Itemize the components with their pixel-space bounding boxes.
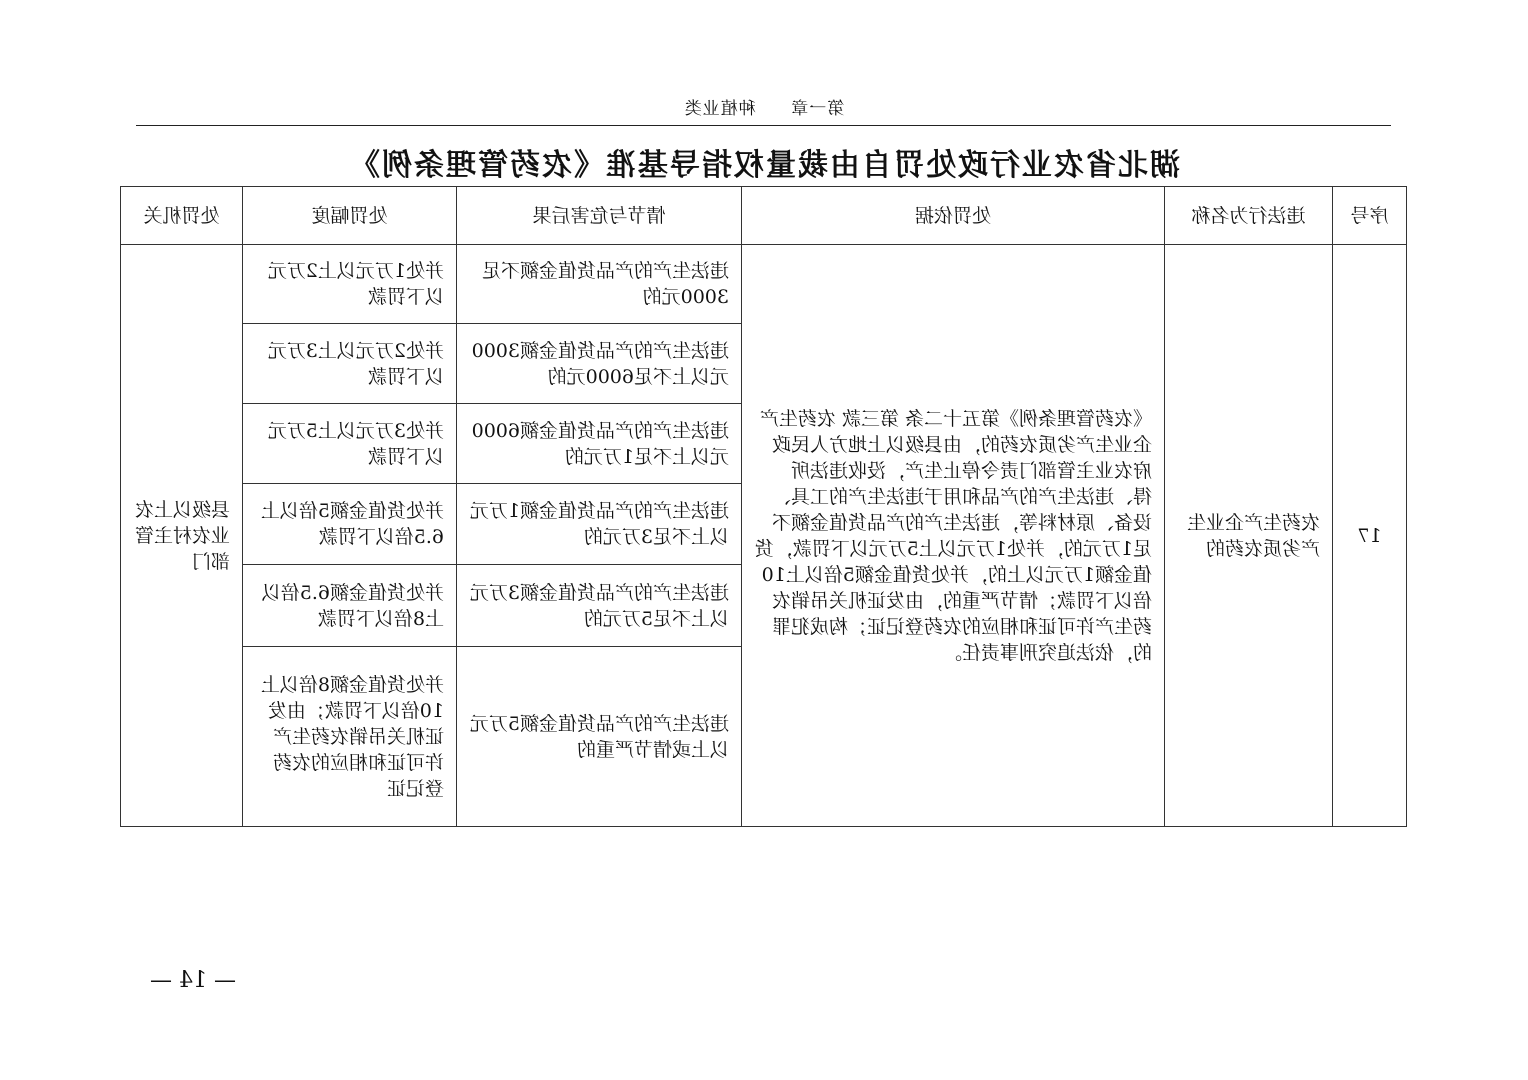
cell-circumstance: 违法生产的产品货值金额1万元以上不足3万元的: [457, 484, 742, 565]
penalty-table: [120, 186, 1407, 827]
header-no: 序号: [1333, 187, 1407, 245]
header-basis: 处罚依据: [742, 187, 1165, 245]
cell-authority: 县级以上农业农村主管部门: [121, 245, 243, 827]
cell-circumstance: 违法生产的产品货值金额不足3000元的: [457, 245, 742, 324]
header-circumstances: 情节与危害后果: [457, 187, 742, 245]
section-label: 种植业类: [683, 99, 756, 119]
header-violation: 违法行为名称: [1165, 187, 1333, 245]
cell-circumstance: 违法生产的产品货值金额3000元以上不足6000元的: [457, 324, 742, 404]
header-penalty: 处罚幅度: [243, 187, 457, 245]
cell-violation: 农药生产企业生产劣质农药的: [1165, 245, 1333, 827]
table-row: [121, 245, 1407, 324]
page-title: 湖北省农业行政处罚自由裁量权指导基准《农药管理条例》: [348, 148, 1180, 183]
cell-basis: 《农药管理条例》第五十二条 第三款 农药生产企业生产劣质农药的，由县级以上地方人民政府农业主管部门责令停止生产，没收违法所得、违法生产的产品和用于违法生产的工具、设备、原材料等，违法生产的产品货值金额不足1万元的，并处1万元以上5万元以下罚款，货值金额1万元以上的，并处货值金额5倍以上10倍以下罚款；情节严重的，由发证机关吊销农药生产许可证和相应的农药登记证；构成犯罪的，依法追究刑事责任。: [742, 245, 1165, 827]
header-rule: [136, 125, 1391, 126]
running-header: [0, 94, 1528, 119]
cell-penalty: 并处1万元以上2万元以下罚款: [243, 245, 457, 324]
cell-penalty: 并处货值金额6.5倍以上8倍以下罚款: [243, 565, 457, 647]
header-authority: 处罚机关: [121, 187, 243, 245]
cell-penalty: 并处货值金额8倍以上10倍以下罚款；由发证机关吊销农药生产许可证和相应的农药登记证: [243, 647, 457, 827]
cell-circumstance: 违法生产的产品货值金额6000元以上不足1万元的: [457, 404, 742, 484]
chapter-label: 第一章: [790, 99, 845, 119]
cell-penalty: 并处2万元以上3万元以下罚款: [243, 324, 457, 404]
cell-circumstance: 违法生产的产品货值金额5万元以上或情节严重的: [457, 647, 742, 827]
cell-penalty: 并处货值金额5倍以上6.5倍以下罚款: [243, 484, 457, 565]
cell-penalty: 并处3万元以上5万元以下罚款: [243, 404, 457, 484]
page-number: — 14 —: [150, 968, 236, 993]
cell-no: 17: [1333, 245, 1407, 827]
table-header-row: [121, 187, 1407, 245]
cell-circumstance: 违法生产的产品货值金额3万元以上不足5万元的: [457, 565, 742, 647]
